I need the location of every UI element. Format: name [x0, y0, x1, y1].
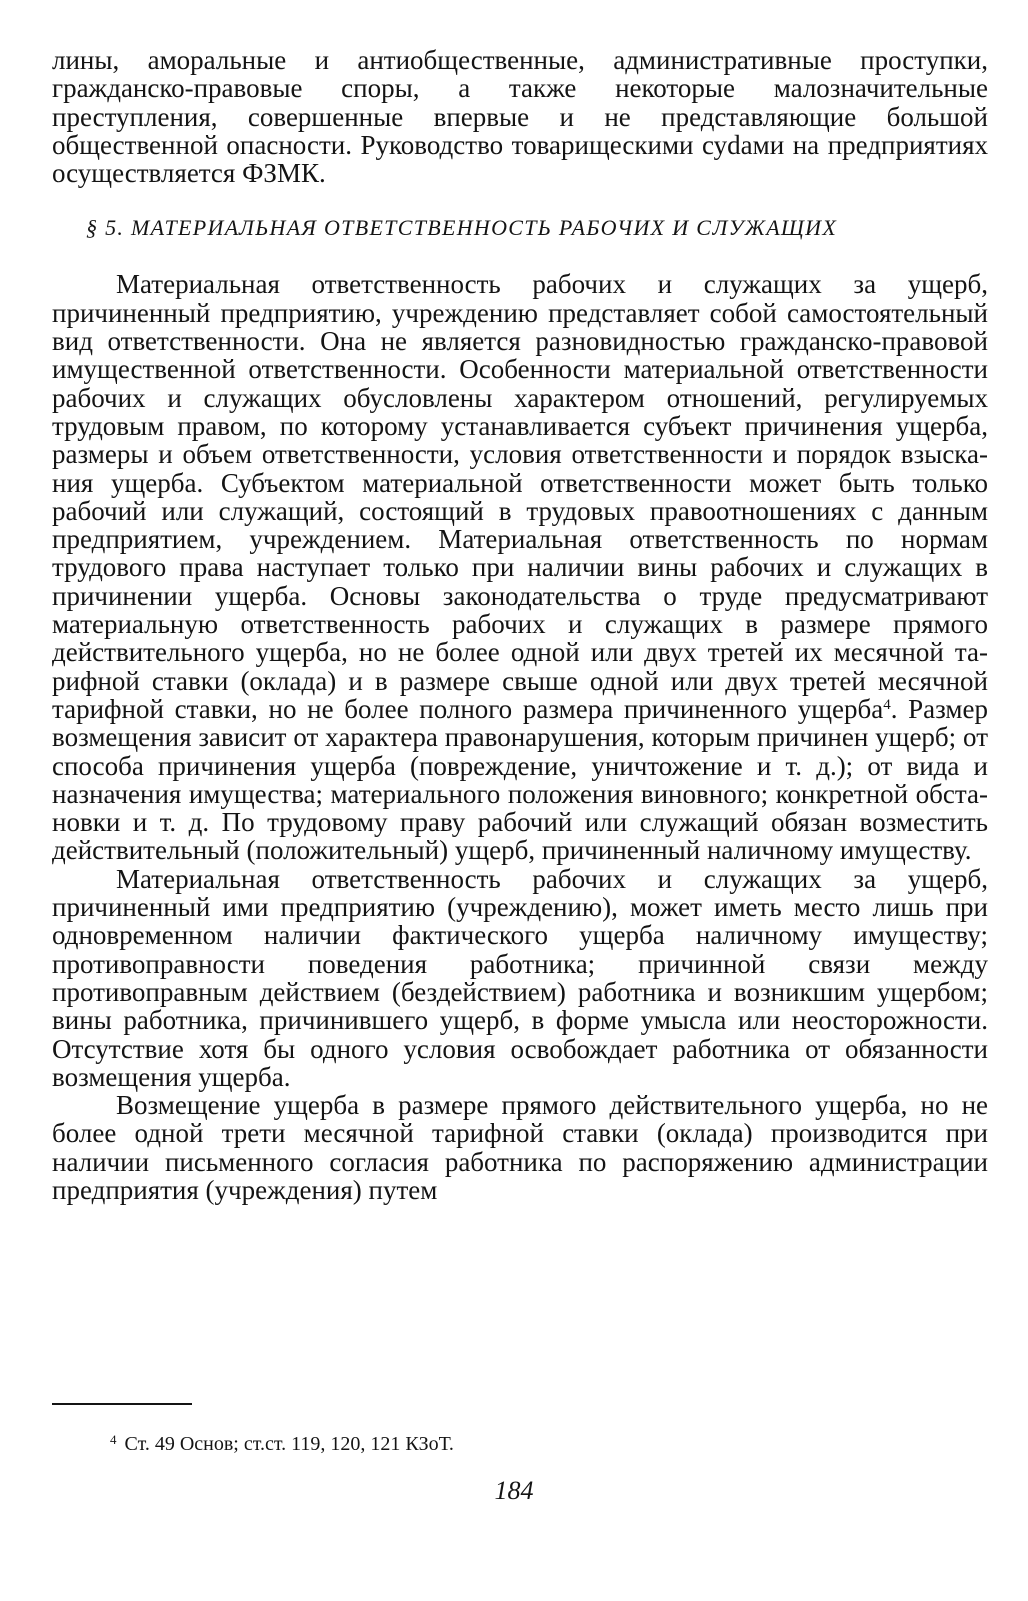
footnote-marker: 4 [110, 1432, 117, 1447]
page-body [52, 46, 988, 1204]
footnote-divider [52, 1403, 192, 1405]
paragraph-1-text-a: Материальная ответственность рабочих и служащих за ущерб, причиненный предприятию, учреждению представляет собой самостоятельный вид ответственности. Она не является разновидностью гражданско-правовой имущественной ответственности. Особенности материальной ответственности рабочих и служащих обусловлены характером отношений, регулируемых трудовым правом, по которому устанавливается субъект причинения ущерба, размеры и объем ответственности, условия ответственности и порядок взыскания ущерба. Субъектом материальной ответственности может быть только рабочий или служащий, состоящий в трудовых правоотношениях с данным предприятием, учреждением. Материальная ответственность по нормам трудового права наступает только при наличии вины рабочих и служащих в причинении ущерба. Основы законодательства о труде предусматривают материальную ответственность рабочих и служащих в размере прямого действительного ущерба, но не более одной или двух третей их месячной тарифной ставки (оклада) и в размере свыше одной или двух третей месячной тарифной ставки, но не более полного размера причиненного ущерба [52, 269, 988, 724]
paragraph-1 [52, 270, 988, 864]
footnote [110, 1428, 454, 1456]
paragraph-1-text-b: . Размер возмещения зависит от характера правонарушения, которым причинен ущерб; от способа причинения ущерба (повреждение, уничтожение и т. д.); от вида и назначения имущества; материального положения виновного; конкретной обстановки и т. д. По трудовому праву рабочий или служащий обязан возместить действительный (положительный) ущерб, причиненный наличному имуществу. [52, 693, 988, 866]
intro-paragraph: лины, аморальные и антиобщественные, административные проступки, гражданско-правовые споры, а также некоторые малозначительные преступления, совершенные впервые и не представляющие большой общественной опасности. Руководство товарищескими суdами на предприятиях осуществляется ФЗМК. [52, 45, 988, 189]
page-number: 184 [494, 1476, 534, 1505]
paragraph-3: Возмещение ущерба в размере прямого действительного ущерба, но не более одной трети месячной тарифной ставки (оклада) производится при наличии письменного согласия работника по распоряжению администрации предприятия (учреждения) путем [52, 1090, 988, 1205]
paragraph-2: Материальная ответственность рабочих и служащих за ущерб, причиненный ими предприятию (учреждению), может иметь место лишь при одновременном наличии фактического ущерба наличному имуществу; противоправности поведения работника; причинной связи между противоправным действием (бездействием) работника и возникшим ущербом; вины работника, причинившего ущерб, в форме умысла или неосторожности. Отсутствие хотя бы одного условия освобождает работника от обязанности возмещения ущерба. [52, 863, 988, 1092]
footnote-text: Ст. 49 Основ; ст.ст. 119, 120, 121 КЗоТ. [124, 1433, 454, 1455]
footnote-reference: 4 [883, 696, 891, 713]
section-heading: § 5. МАТЕРИАЛЬНАЯ ОТВЕТСТВЕННОСТЬ РАБОЧИХ И СЛУЖАЩИХ [86, 215, 838, 241]
